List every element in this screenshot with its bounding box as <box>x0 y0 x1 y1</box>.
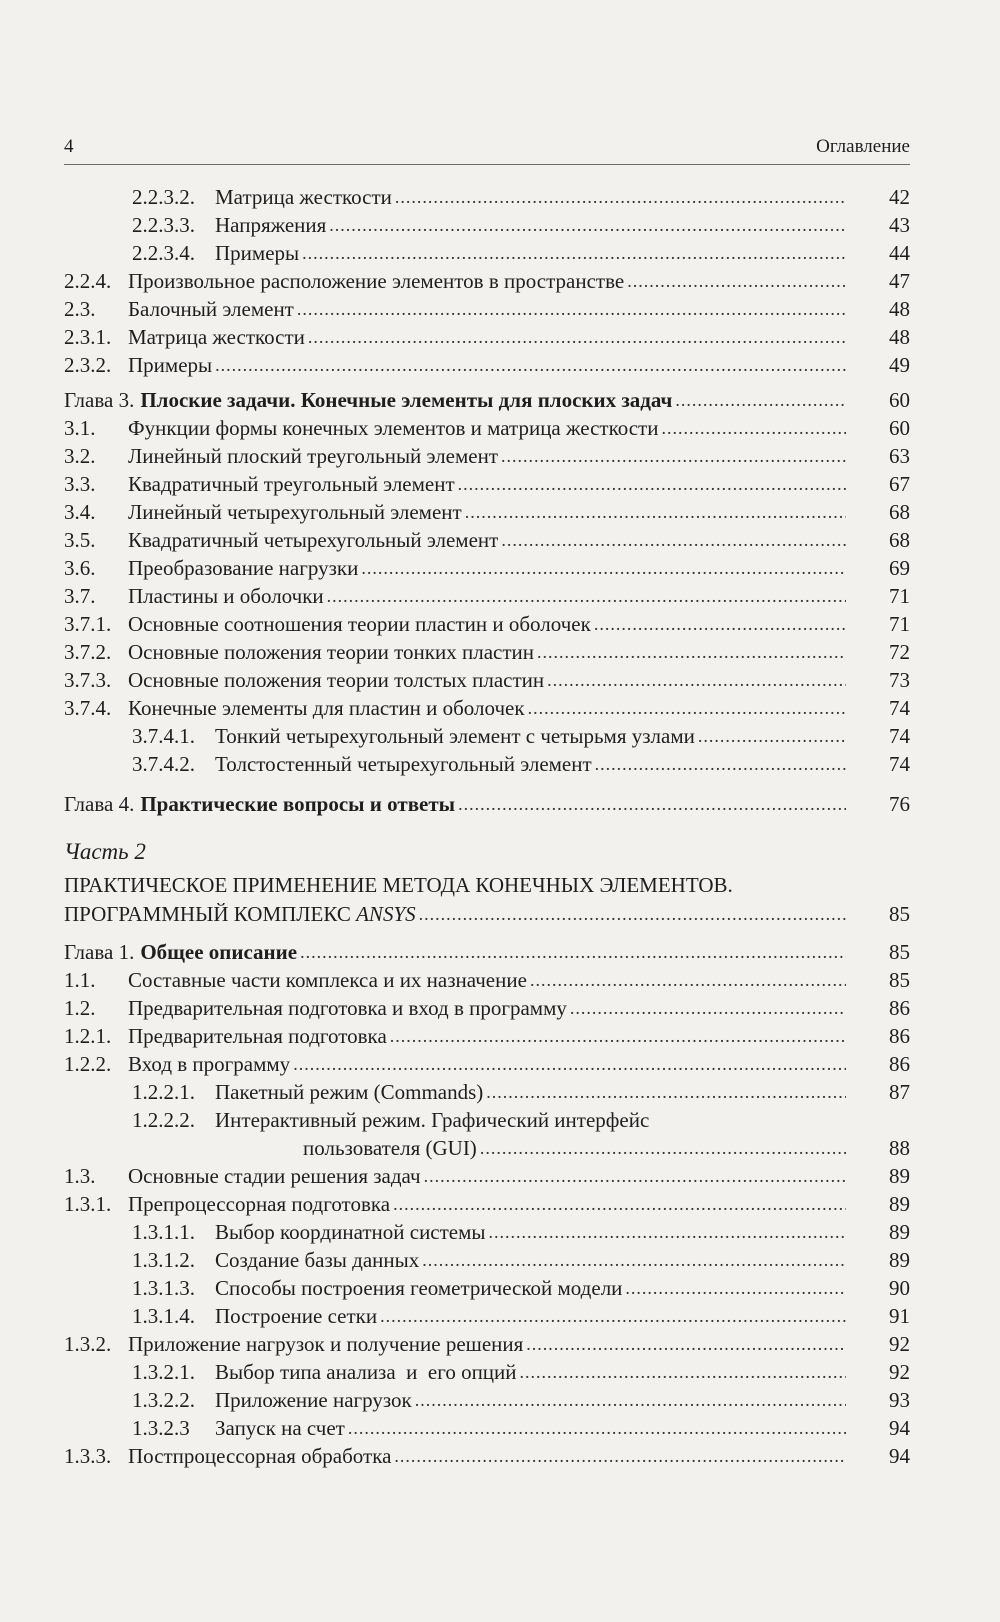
entry-page: 44 <box>889 241 910 265</box>
toc-entry <box>64 582 910 610</box>
entry-number: 1.3.2. <box>64 1332 112 1356</box>
entry-page: 60 <box>889 416 910 440</box>
entry-page: 43 <box>889 213 910 237</box>
chapter-prefix: Глава 1. <box>64 940 135 964</box>
entry-page: 89 <box>889 1192 910 1216</box>
dot-leader <box>537 638 846 666</box>
entry-title: Матрица жесткости <box>128 325 305 349</box>
toc-entry <box>64 1386 910 1414</box>
toc-entry <box>64 554 910 582</box>
dot-leader <box>625 1274 846 1302</box>
entry-page: 86 <box>889 996 910 1020</box>
toc-entry <box>64 610 910 638</box>
entry-title: Произвольное расположение элементов в пространстве <box>128 269 625 293</box>
dot-leader <box>486 1078 846 1106</box>
chapter-prefix: Глава 4. <box>64 792 135 816</box>
entry-title: Выбор координатной системы <box>215 1220 486 1244</box>
entry-title: Функции формы конечных элементов и матрица жесткости <box>128 416 659 440</box>
chapter-title: Практические вопросы и ответы <box>140 792 456 816</box>
entry-title: Тонкий четырехугольный элемент с четырьмя узлами <box>215 724 695 748</box>
entry-title: Пакетный режим (Commands) <box>215 1080 484 1104</box>
dot-leader <box>501 526 846 554</box>
dot-leader <box>526 1330 846 1358</box>
dot-leader <box>308 323 846 351</box>
entry-page: 76 <box>889 792 910 816</box>
entry-number: 2.3.1. <box>64 325 112 349</box>
entry-number: 3.7. <box>64 584 96 608</box>
dot-leader <box>302 239 846 267</box>
entry-title: Приложение нагрузок и получение решения <box>128 1332 524 1356</box>
chapter-prefix: Глава 3. <box>64 388 135 412</box>
toc-entry <box>64 183 910 211</box>
dot-leader <box>419 900 846 928</box>
entry-page: 89 <box>889 1248 910 1272</box>
entry-number: 1.3.1.3. <box>132 1276 195 1300</box>
entry-title: Основные соотношения теории пластин и оболочек <box>128 612 591 636</box>
dot-leader <box>465 498 846 526</box>
entry-title: Конечные элементы для пластин и оболочек <box>128 696 525 720</box>
entry-page: 48 <box>889 297 910 321</box>
toc-entry <box>64 498 910 526</box>
toc-entry <box>64 1218 910 1246</box>
entry-number: 3.7.4. <box>64 696 112 720</box>
toc-entry <box>64 239 910 267</box>
dot-leader <box>570 994 846 1022</box>
part-title-text: ПРОГРАММНЫЙ КОМПЛЕКС <box>64 902 357 926</box>
entry-number: 1.2.1. <box>64 1024 112 1048</box>
entry-number: 1.3.1.4. <box>132 1304 195 1328</box>
toc-entry <box>64 1162 910 1190</box>
entry-page: 91 <box>889 1304 910 1328</box>
dot-leader <box>698 722 846 750</box>
entry-title: Предварительная подготовка <box>128 1024 387 1048</box>
entry-title: Балочный элемент <box>128 297 294 321</box>
entry-title: Толстостенный четырехугольный элемент <box>215 752 592 776</box>
entry-page: 67 <box>889 472 910 496</box>
entry-title: Напряжения <box>215 213 327 237</box>
dot-leader <box>489 1218 846 1246</box>
header-rule <box>64 164 910 165</box>
entry-page: 72 <box>889 640 910 664</box>
toc-entry-continuation <box>64 1134 910 1162</box>
entry-title: Постпроцессорная обработка <box>128 1444 392 1468</box>
entry-number: 1.3.2.2. <box>132 1388 195 1412</box>
entry-number: 3.7.1. <box>64 612 112 636</box>
entry-page: 85 <box>889 968 910 992</box>
dot-leader <box>215 351 846 379</box>
toc-entry <box>64 442 910 470</box>
running-head <box>64 136 910 160</box>
entry-title: Примеры <box>128 353 213 377</box>
entry-page: 87 <box>889 1080 910 1104</box>
entry-title: Препроцессорная подготовка <box>128 1192 391 1216</box>
part-title-entry <box>64 900 910 928</box>
entry-page: 92 <box>889 1332 910 1356</box>
toc-entry <box>64 1330 910 1358</box>
dot-leader <box>415 1386 846 1414</box>
entry-page: 86 <box>889 1024 910 1048</box>
dot-leader <box>530 966 846 994</box>
dot-leader <box>547 666 846 694</box>
entry-page: 94 <box>889 1416 910 1440</box>
toc-entry <box>64 1078 910 1106</box>
entry-title: Интерактивный режим. Графический интерфейс <box>215 1108 650 1132</box>
entry-title: пользователя (GUI) <box>303 1136 477 1160</box>
toc-entry <box>64 722 910 750</box>
dot-leader <box>380 1302 846 1330</box>
entry-page: 74 <box>889 724 910 748</box>
dot-leader <box>327 582 846 610</box>
entry-number: 1.1. <box>64 968 96 992</box>
toc-chapter-entry <box>64 790 910 818</box>
entry-number: 3.7.4.2. <box>132 752 195 776</box>
entry-title: Квадратичный треугольный элемент <box>128 472 455 496</box>
entry-title: Пластины и оболочки <box>128 584 324 608</box>
entry-title: Основные стадии решения задач <box>128 1164 421 1188</box>
part-title-italic: ANSYS <box>356 902 416 926</box>
dot-leader <box>627 267 846 295</box>
entry-number: 3.6. <box>64 556 96 580</box>
entry-page: 63 <box>889 444 910 468</box>
toc-entry <box>64 267 910 295</box>
dot-leader <box>297 295 846 323</box>
entry-number: 3.4. <box>64 500 96 524</box>
entry-page: 48 <box>889 325 910 349</box>
entry-number: 1.3.1. <box>64 1192 112 1216</box>
entry-title: Линейный плоский треугольный элемент <box>128 444 499 468</box>
toc-entry <box>64 351 910 379</box>
entry-title: Основные положения теории толстых пластин <box>128 668 545 692</box>
entry-title: Способы построения геометрической модели <box>215 1276 623 1300</box>
entry-page: 42 <box>889 185 910 209</box>
toc-entry <box>64 694 910 722</box>
entry-number: 3.7.2. <box>64 640 112 664</box>
entry-title: Приложение нагрузок <box>215 1388 412 1412</box>
entry-number: 2.2.4. <box>64 269 112 293</box>
entry-title: Составные части комплекса и их назначение <box>128 968 527 992</box>
running-title: Оглавление <box>816 136 910 157</box>
entry-number: 3.7.4.1. <box>132 724 195 748</box>
dot-leader <box>394 1442 846 1470</box>
toc-entry <box>64 666 910 694</box>
dot-leader <box>348 1414 846 1442</box>
dot-leader <box>424 1162 846 1190</box>
entry-page: 47 <box>889 269 910 293</box>
toc-entry <box>64 1274 910 1302</box>
toc-entry <box>64 295 910 323</box>
entry-page: 88 <box>889 1136 910 1160</box>
entry-page: 69 <box>889 556 910 580</box>
entry-page: 93 <box>889 1388 910 1412</box>
entry-title: Матрица жесткости <box>215 185 392 209</box>
entry-number: 2.2.3.4. <box>132 241 195 265</box>
toc-entry <box>64 1246 910 1274</box>
toc-entry <box>64 994 910 1022</box>
entry-number: 1.3.2.1. <box>132 1360 195 1384</box>
dot-leader <box>422 1246 846 1274</box>
entry-number: 2.3. <box>64 297 96 321</box>
toc-entry <box>64 1050 910 1078</box>
entry-page: 89 <box>889 1220 910 1244</box>
entry-number: 3.7.3. <box>64 668 112 692</box>
toc-entry <box>64 323 910 351</box>
entry-title: Линейный четырехугольный элемент <box>128 500 462 524</box>
toc-entry <box>64 1358 910 1386</box>
dot-leader <box>595 750 846 778</box>
entry-page: 73 <box>889 668 910 692</box>
toc-chapter-entry <box>64 938 910 966</box>
toc-entry <box>64 1442 910 1470</box>
entry-number: 1.2.2. <box>64 1052 112 1076</box>
entry-number: 3.3. <box>64 472 96 496</box>
dot-leader <box>458 470 846 498</box>
entry-number: 1.2.2.1. <box>132 1080 195 1104</box>
entry-title: Вход в программу <box>128 1052 291 1076</box>
dot-leader <box>393 1190 846 1218</box>
entry-page: 85 <box>889 940 910 964</box>
entry-number: 2.2.3.2. <box>132 185 195 209</box>
toc-entry <box>64 414 910 442</box>
entry-number: 3.5. <box>64 528 96 552</box>
entry-number: 2.3.2. <box>64 353 112 377</box>
dot-leader <box>661 414 846 442</box>
dot-leader <box>390 1022 846 1050</box>
entry-number: 1.2. <box>64 996 96 1020</box>
part-title-line: ПРАКТИЧЕСКОЕ ПРИМЕНЕНИЕ МЕТОДА КОНЕЧНЫХ ЭЛЕМЕНТОВ. <box>64 873 733 897</box>
entry-title: Запуск на счет <box>215 1416 345 1440</box>
entry-page: 90 <box>889 1276 910 1300</box>
entry-page: 49 <box>889 353 910 377</box>
dot-leader <box>300 938 846 966</box>
dot-leader <box>361 554 846 582</box>
entry-page: 60 <box>889 388 910 412</box>
toc-entry <box>64 470 910 498</box>
dot-leader <box>329 211 846 239</box>
entry-number: 3.2. <box>64 444 96 468</box>
entry-number: 3.1. <box>64 416 96 440</box>
entry-title: Квадратичный четырехугольный элемент <box>128 528 499 552</box>
dot-leader <box>594 610 846 638</box>
entry-title: Примеры <box>215 241 300 265</box>
entry-number: 1.3.1.1. <box>132 1220 195 1244</box>
entry-page: 71 <box>889 584 910 608</box>
dot-leader <box>480 1134 846 1162</box>
dot-leader <box>528 694 846 722</box>
entry-page: 92 <box>889 1360 910 1384</box>
toc-entry <box>64 1414 910 1442</box>
toc-entry <box>64 1022 910 1050</box>
entry-page: 68 <box>889 500 910 524</box>
dot-leader <box>501 442 846 470</box>
entry-title: Выбор типа анализа и его опций <box>215 1360 517 1384</box>
chapter-title: Плоские задачи. Конечные элементы для плоских задач <box>140 388 673 412</box>
entry-title: Предварительная подготовка и вход в программу <box>128 996 567 1020</box>
toc-entry <box>64 638 910 666</box>
entry-page: 74 <box>889 696 910 720</box>
entry-title: Преобразование нагрузки <box>128 556 359 580</box>
table-of-contents <box>64 183 910 1470</box>
entry-title: Построение сетки <box>215 1304 378 1328</box>
toc-chapter-entry <box>64 386 910 414</box>
toc-entry <box>64 1106 910 1134</box>
toc-entry <box>64 1302 910 1330</box>
part-label: Часть 2 <box>64 839 146 864</box>
dot-leader <box>675 386 846 414</box>
dot-leader <box>395 183 846 211</box>
entry-number: 1.3. <box>64 1164 96 1188</box>
entry-number: 1.2.2.2. <box>132 1108 195 1132</box>
entry-number: 2.2.3.3. <box>132 213 195 237</box>
entry-page: 89 <box>889 1164 910 1188</box>
toc-entry <box>64 526 910 554</box>
chapter-title: Общее описание <box>140 940 298 964</box>
entry-page: 86 <box>889 1052 910 1076</box>
entry-page: 68 <box>889 528 910 552</box>
entry-page: 74 <box>889 752 910 776</box>
toc-entry <box>64 211 910 239</box>
dot-leader <box>458 790 846 818</box>
entry-number: 1.3.1.2. <box>132 1248 195 1272</box>
entry-title: Создание базы данных <box>215 1248 420 1272</box>
toc-entry <box>64 750 910 778</box>
entry-page: 94 <box>889 1444 910 1468</box>
entry-page: 85 <box>889 902 910 926</box>
toc-entry <box>64 966 910 994</box>
entry-page: 71 <box>889 612 910 636</box>
page-number: 4 <box>64 136 74 157</box>
toc-entry <box>64 1190 910 1218</box>
entry-title: Основные положения теории тонких пластин <box>128 640 534 664</box>
entry-number: 1.3.2.3 <box>132 1416 190 1440</box>
entry-number: 1.3.3. <box>64 1444 112 1468</box>
dot-leader <box>293 1050 846 1078</box>
dot-leader <box>520 1358 846 1386</box>
